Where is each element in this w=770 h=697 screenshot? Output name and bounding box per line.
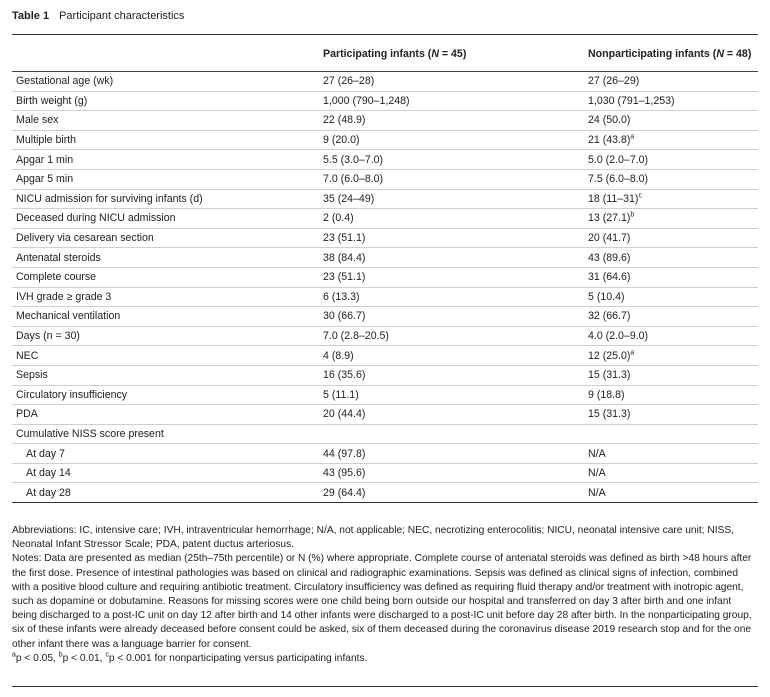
row-label: PDA xyxy=(12,405,319,425)
participating-value: 7.0 (6.0–8.0) xyxy=(319,169,584,189)
participating-value: 43 (95.6) xyxy=(319,463,584,483)
nonparticipating-value: 21 $(43.8)^a$ xyxy=(584,130,758,150)
abbreviations-note: Abbreviations: IC, intensive care; IVH, intraventricular hemorrhage; N/A, not applicable; NEC, necrotizing enterocolitis; NICU, neonatal intensive care unit; NISS, Neonatal Infant Stressor Scale; PDA, patent ductus arteriosus. xyxy=(12,525,734,551)
nonparticipating-value: 7.5 (6.0–8.0) xyxy=(584,169,758,189)
row-label: At day 14 xyxy=(12,463,319,483)
significance-note: $^a$p < 0.05, $^b$p < 0.01, $^c$p < 0.001 for nonparticipating versus participating infants. xyxy=(12,651,368,664)
header-participating: Participating infants (N = 45) xyxy=(319,36,584,72)
participating-value: 4 (8.9) xyxy=(319,346,584,366)
nonparticipating-value: 4.0 (2.0–9.0) xyxy=(584,326,758,346)
participating-value: 16 (35.6) xyxy=(319,365,584,385)
participating-value: 27 (26–28) xyxy=(319,72,584,92)
significance-marker: a xyxy=(630,133,635,141)
nonparticipating-value: 13 $(27.1)^b$ xyxy=(584,209,758,229)
table-row xyxy=(12,483,758,503)
row-label: Apgar 1 min xyxy=(12,150,319,170)
row-label: Birth weight (g) xyxy=(12,91,319,111)
table-row xyxy=(12,91,758,111)
nonparticipating-value: 1,030 (791–1,253) xyxy=(584,91,758,111)
table-row xyxy=(12,267,758,287)
nonparticipating-value: 18 $(11-31)^c$ xyxy=(584,189,758,209)
nonparticipating-value: 27 (26–29) xyxy=(584,72,758,92)
row-label: Multiple birth xyxy=(12,130,319,150)
table-caption xyxy=(12,10,184,22)
participating-value: 20 (44.4) xyxy=(319,405,584,425)
table-notes xyxy=(12,524,758,666)
participating-value: 7.0 (2.8–20.5) xyxy=(319,326,584,346)
row-label: Male sex xyxy=(12,111,319,131)
row-label: At day 7 xyxy=(12,444,319,464)
participating-value: 35 (24–49) xyxy=(319,189,584,209)
header-characteristic xyxy=(12,36,319,72)
table-row xyxy=(12,169,758,189)
row-label: NICU admission for surviving infants (d) xyxy=(12,189,319,209)
header-nonparticipating: Nonparticipating infants (N = 48) xyxy=(584,36,758,72)
row-label: Apgar 5 min xyxy=(12,169,319,189)
participating-value: 22 (48.9) xyxy=(319,111,584,131)
table-row xyxy=(12,150,758,170)
participating-value: 44 (97.8) xyxy=(319,444,584,464)
participating-value: 2 (0.4) xyxy=(319,209,584,229)
bottom-rule xyxy=(12,686,758,687)
significance-marker: a xyxy=(630,349,635,357)
participating-value: 23 (51.1) xyxy=(319,228,584,248)
methods-note: Notes: Data are presented as median (25th–75th percentile) or N (%) where appropriate. Complete course of antenatal steroids was defined as birth >48 hours after the first dose. Presence of intestinal pathologies was based on clinical and radiographic examinations. Sepsis was defined as clinical signs of infection, combined with a positive blood culture and requiring antibiotic treatment. Circulatory insufficiency was defined as requiring fluid therapy and/or treatment with inotropic agent, such as dopamine or dobutamine. Reasons for missing scores were one child being born outside our hospital and transferred on day 3 after birth and one infant being discharged to a post-IC unit on day 12 after birth and 14 other infants were discharged to a post-IC unit before day 28 after birth. In the nonparticipating group, six of these infants were already deceased before consent could be asked, six of them deceased during the coronavirus disease 2019 research stop and for the one other infant there was a language barrier for consent. xyxy=(12,553,752,650)
row-label: Gestational age (wk) xyxy=(12,72,319,92)
significance-marker: b xyxy=(630,211,635,219)
row-label: IVH grade ≥ grade 3 xyxy=(12,287,319,307)
table-row xyxy=(12,287,758,307)
table-row xyxy=(12,248,758,268)
nonparticipating-value: 31 (64.6) xyxy=(584,267,758,287)
participating-value: 30 (66.7) xyxy=(319,307,584,327)
table-row xyxy=(12,209,758,229)
nonparticipating-value: N/A xyxy=(584,444,758,464)
table-row xyxy=(12,385,758,405)
table-row xyxy=(12,463,758,483)
participating-value: 6 (13.3) xyxy=(319,287,584,307)
table-row xyxy=(12,326,758,346)
table-row xyxy=(12,228,758,248)
participating-value: 9 (20.0) xyxy=(319,130,584,150)
participating-value: 23 (51.1) xyxy=(319,267,584,287)
nonparticipating-value: 5 (10.4) xyxy=(584,287,758,307)
table-title: Participant characteristics xyxy=(59,10,185,22)
table-row xyxy=(12,307,758,327)
nonparticipating-value: 32 (66.7) xyxy=(584,307,758,327)
row-label: Circulatory insufficiency xyxy=(12,385,319,405)
significance-marker: c xyxy=(638,192,642,200)
nonparticipating-value xyxy=(584,424,758,444)
table-number: Table 1 xyxy=(12,10,50,22)
participating-value: 5 (11.1) xyxy=(319,385,584,405)
nonparticipating-value: 12 $(25.0)^a$ xyxy=(584,346,758,366)
nonparticipating-value: 5.0 (2.0–7.0) xyxy=(584,150,758,170)
table-row xyxy=(12,365,758,385)
row-label: Sepsis xyxy=(12,365,319,385)
row-label: NEC xyxy=(12,346,319,366)
nonparticipating-value: 20 (41.7) xyxy=(584,228,758,248)
row-label: Deceased during NICU admission xyxy=(12,209,319,229)
nonparticipating-value: 24 (50.0) xyxy=(584,111,758,131)
table-row xyxy=(12,346,758,366)
nonparticipating-value: 9 (18.8) xyxy=(584,385,758,405)
header-row xyxy=(12,36,758,72)
participating-value: 29 (64.4) xyxy=(319,483,584,503)
participating-value: 38 (84.4) xyxy=(319,248,584,268)
row-label: Complete course xyxy=(12,267,319,287)
row-label: Days (n = 30) xyxy=(12,326,319,346)
table-row xyxy=(12,130,758,150)
table-row xyxy=(12,72,758,92)
row-label: Antenatal steroids xyxy=(12,248,319,268)
nonparticipating-value: 43 (89.6) xyxy=(584,248,758,268)
row-label: Mechanical ventilation xyxy=(12,307,319,327)
row-label: Cumulative NISS score present xyxy=(12,424,319,444)
table-row xyxy=(12,405,758,425)
table-row xyxy=(12,111,758,131)
row-label: At day 28 xyxy=(12,483,319,503)
nonparticipating-value: 15 (31.3) xyxy=(584,365,758,385)
nonparticipating-value: N/A xyxy=(584,463,758,483)
table-row xyxy=(12,424,758,444)
row-label: Delivery via cesarean section xyxy=(12,228,319,248)
nonparticipating-value: N/A xyxy=(584,483,758,503)
participating-value: 1,000 (790–1,248) xyxy=(319,91,584,111)
participant-table xyxy=(12,36,758,503)
participating-value: 5.5 (3.0–7.0) xyxy=(319,150,584,170)
table-row xyxy=(12,444,758,464)
top-rule xyxy=(12,34,758,35)
table-body xyxy=(12,72,758,503)
table-row xyxy=(12,189,758,209)
nonparticipating-value: 15 (31.3) xyxy=(584,405,758,425)
participating-value xyxy=(319,424,584,444)
